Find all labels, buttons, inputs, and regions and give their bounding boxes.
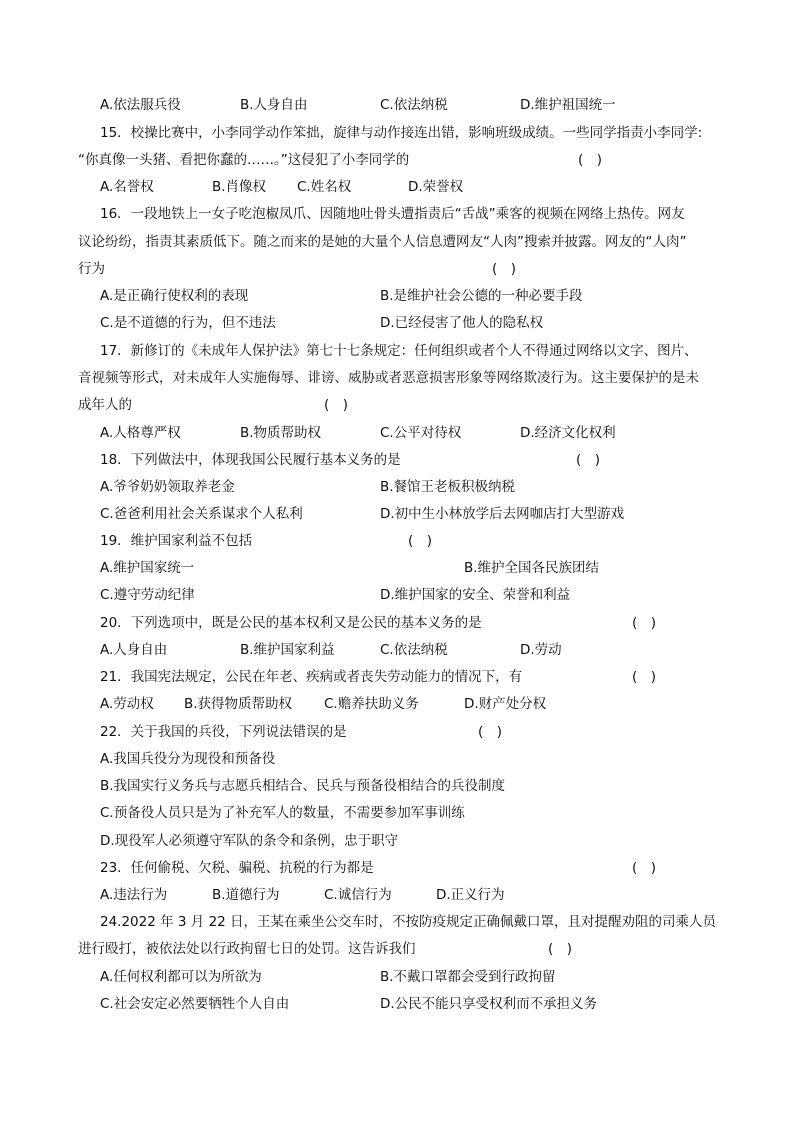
q24-option-a: A.任何权利都可以为所欲为 xyxy=(100,969,262,985)
q21-option-b: B.获得物质帮助权 xyxy=(184,696,293,712)
q18-option-c: C.爸爸利用社会关系谋求个人私利 xyxy=(100,506,303,522)
q24-option-b: B.不戴口罩都会受到行政拘留 xyxy=(380,969,556,985)
q23-answer-blank: ( ) xyxy=(632,860,657,876)
q17-option-c: C.公平对待权 xyxy=(380,425,462,441)
q19-option-d: D.维护国家的安全、荣誉和利益 xyxy=(380,587,571,603)
q21-option-a: A.劳动权 xyxy=(100,696,154,712)
q24-stem-line1: 24.2022 年 3 月 22 日，王某在乘坐公交车时，不按防疫规定正确佩戴口罩，且对提醒劝阻的司乘人员 xyxy=(100,914,717,930)
q17-option-a: A.人格尊严权 xyxy=(100,425,181,441)
q17-option-d: D.经济文化权利 xyxy=(520,425,616,441)
q20-stem: 20．下列选项中，既是公民的基本权利又是公民的基本义务的是 xyxy=(100,615,482,631)
q23-option-c: C.诚信行为 xyxy=(324,887,392,903)
q19-stem: 19．维护国家利益不包括 xyxy=(100,533,253,549)
q15-stem-line1: 15．校操比赛中，小李同学动作笨拙，旋律与动作接连出错，影响班级成绩。一些同学指责小李同学: xyxy=(100,125,703,141)
q21-answer-blank: ( ) xyxy=(632,669,657,685)
q15-option-a: A.名誉权 xyxy=(100,179,154,195)
q22-option-b: B.我国实行义务兵与志愿兵相结合、民兵与预备役相结合的兵役制度 xyxy=(100,778,506,794)
q20-option-c: C.依法纳税 xyxy=(380,642,448,658)
q22-stem: 22．关于我国的兵役，下列说法错误的是 xyxy=(100,724,347,740)
q18-option-a: A.爷爷奶奶领取养老金 xyxy=(100,479,235,495)
q17-stem-line3: 成年人的 xyxy=(78,397,132,413)
option-b: B.人身自由 xyxy=(240,97,308,113)
q18-answer-blank: ( ) xyxy=(576,452,601,468)
q20-option-d: D.劳动 xyxy=(520,642,562,658)
q17-answer-blank: ( ) xyxy=(324,397,349,413)
q17-stem-line2: 音视频等形式，对未成年人实施侮辱、诽谤、威胁或者恶意损害形象等网络欺凌行为。这主要保护的是未 xyxy=(78,370,699,386)
q19-answer-blank: ( ) xyxy=(408,533,433,549)
q16-answer-blank: ( ) xyxy=(492,261,517,277)
q21-option-c: C.赡养扶助义务 xyxy=(324,696,419,712)
q22-option-a: A.我国兵役分为现役和预备役 xyxy=(100,751,276,767)
q18-option-b: B.餐馆王老板积极纳税 xyxy=(380,479,516,495)
option-d: D.维护祖国统一 xyxy=(520,97,616,113)
q24-stem-line2: 进行殴打，被依法处以行政拘留七日的处罚。这告诉我们 xyxy=(78,941,416,957)
q23-option-d: D.正义行为 xyxy=(436,887,505,903)
q24-option-c: C.社会安定必然要牺牲个人自由 xyxy=(100,996,290,1012)
q16-option-c: C.是不道德的行为，但不违法 xyxy=(100,315,276,331)
q23-option-b: B.道德行为 xyxy=(212,887,280,903)
q24-option-d: D.公民不能只享受权利而不承担义务 xyxy=(380,996,598,1012)
q16-stem-line1: 16．一段地铁上一女子吃泡椒凤爪、因随地吐骨头遭指责后“舌战”乘客的视频在网络上热传。网友 xyxy=(100,206,685,222)
q22-option-c: C.预备役人员只是为了补充军人的数量，不需要参加军事训练 xyxy=(100,805,465,821)
q19-option-a: A.维护国家统一 xyxy=(100,560,195,576)
q16-option-a: A.是正确行使权利的表现 xyxy=(100,288,249,304)
q17-stem-line1: 17．新修订的《未成年人保护法》第七十七条规定：任何组织或者个人不得通过网络以文字、图片、 xyxy=(100,343,698,359)
q20-option-a: A.人身自由 xyxy=(100,642,168,658)
q19-option-b: B.维护全国各民族团结 xyxy=(464,560,600,576)
q16-option-d: D.已经侵害了他人的隐私权 xyxy=(380,315,544,331)
q16-stem-line2: 议论纷纷，指责其素质低下。随之而来的是她的大量个人信息遭网友“人肉”搜索并披露。网友的“人肉” xyxy=(78,234,687,250)
q15-option-b: B.肖像权 xyxy=(212,179,267,195)
q18-option-d: D.初中生小林放学后去网咖店打大型游戏 xyxy=(380,506,625,522)
q17-option-b: B.物质帮助权 xyxy=(240,425,322,441)
q16-option-b: B.是维护社会公德的一种必要手段 xyxy=(380,288,583,304)
q15-option-d: D.荣誉权 xyxy=(408,179,464,195)
q22-answer-blank: ( ) xyxy=(478,724,503,740)
q15-answer-blank: ( ) xyxy=(578,152,603,168)
q21-stem: 21．我国宪法规定，公民在年老、疾病或者丧失劳动能力的情况下，有 xyxy=(100,669,523,685)
q20-option-b: B.维护国家利益 xyxy=(240,642,335,658)
q20-answer-blank: ( ) xyxy=(632,615,657,631)
q24-answer-blank: ( ) xyxy=(548,941,573,957)
q16-stem-line3: 行为 xyxy=(78,261,105,277)
q19-option-c: C.遵守劳动纪律 xyxy=(100,587,195,603)
q23-option-a: A.违法行为 xyxy=(100,887,168,903)
q22-option-d: D.现役军人必须遵守军队的条令和条例，忠于职守 xyxy=(100,833,399,849)
q15-stem-line2: “你真像一头猪、看把你蠢的……。”这侵犯了小李同学的 xyxy=(78,152,410,168)
option-a: A.依法服兵役 xyxy=(100,97,181,113)
q15-option-c: C.姓名权 xyxy=(297,179,352,195)
option-c: C.依法纳税 xyxy=(380,97,448,113)
q21-option-d: D.财产处分权 xyxy=(464,696,547,712)
q23-stem: 23．任何偷税、欠税、骗税、抗税的行为都是 xyxy=(100,860,374,876)
q18-stem: 18．下列做法中，体现我国公民履行基本义务的是 xyxy=(100,452,401,468)
